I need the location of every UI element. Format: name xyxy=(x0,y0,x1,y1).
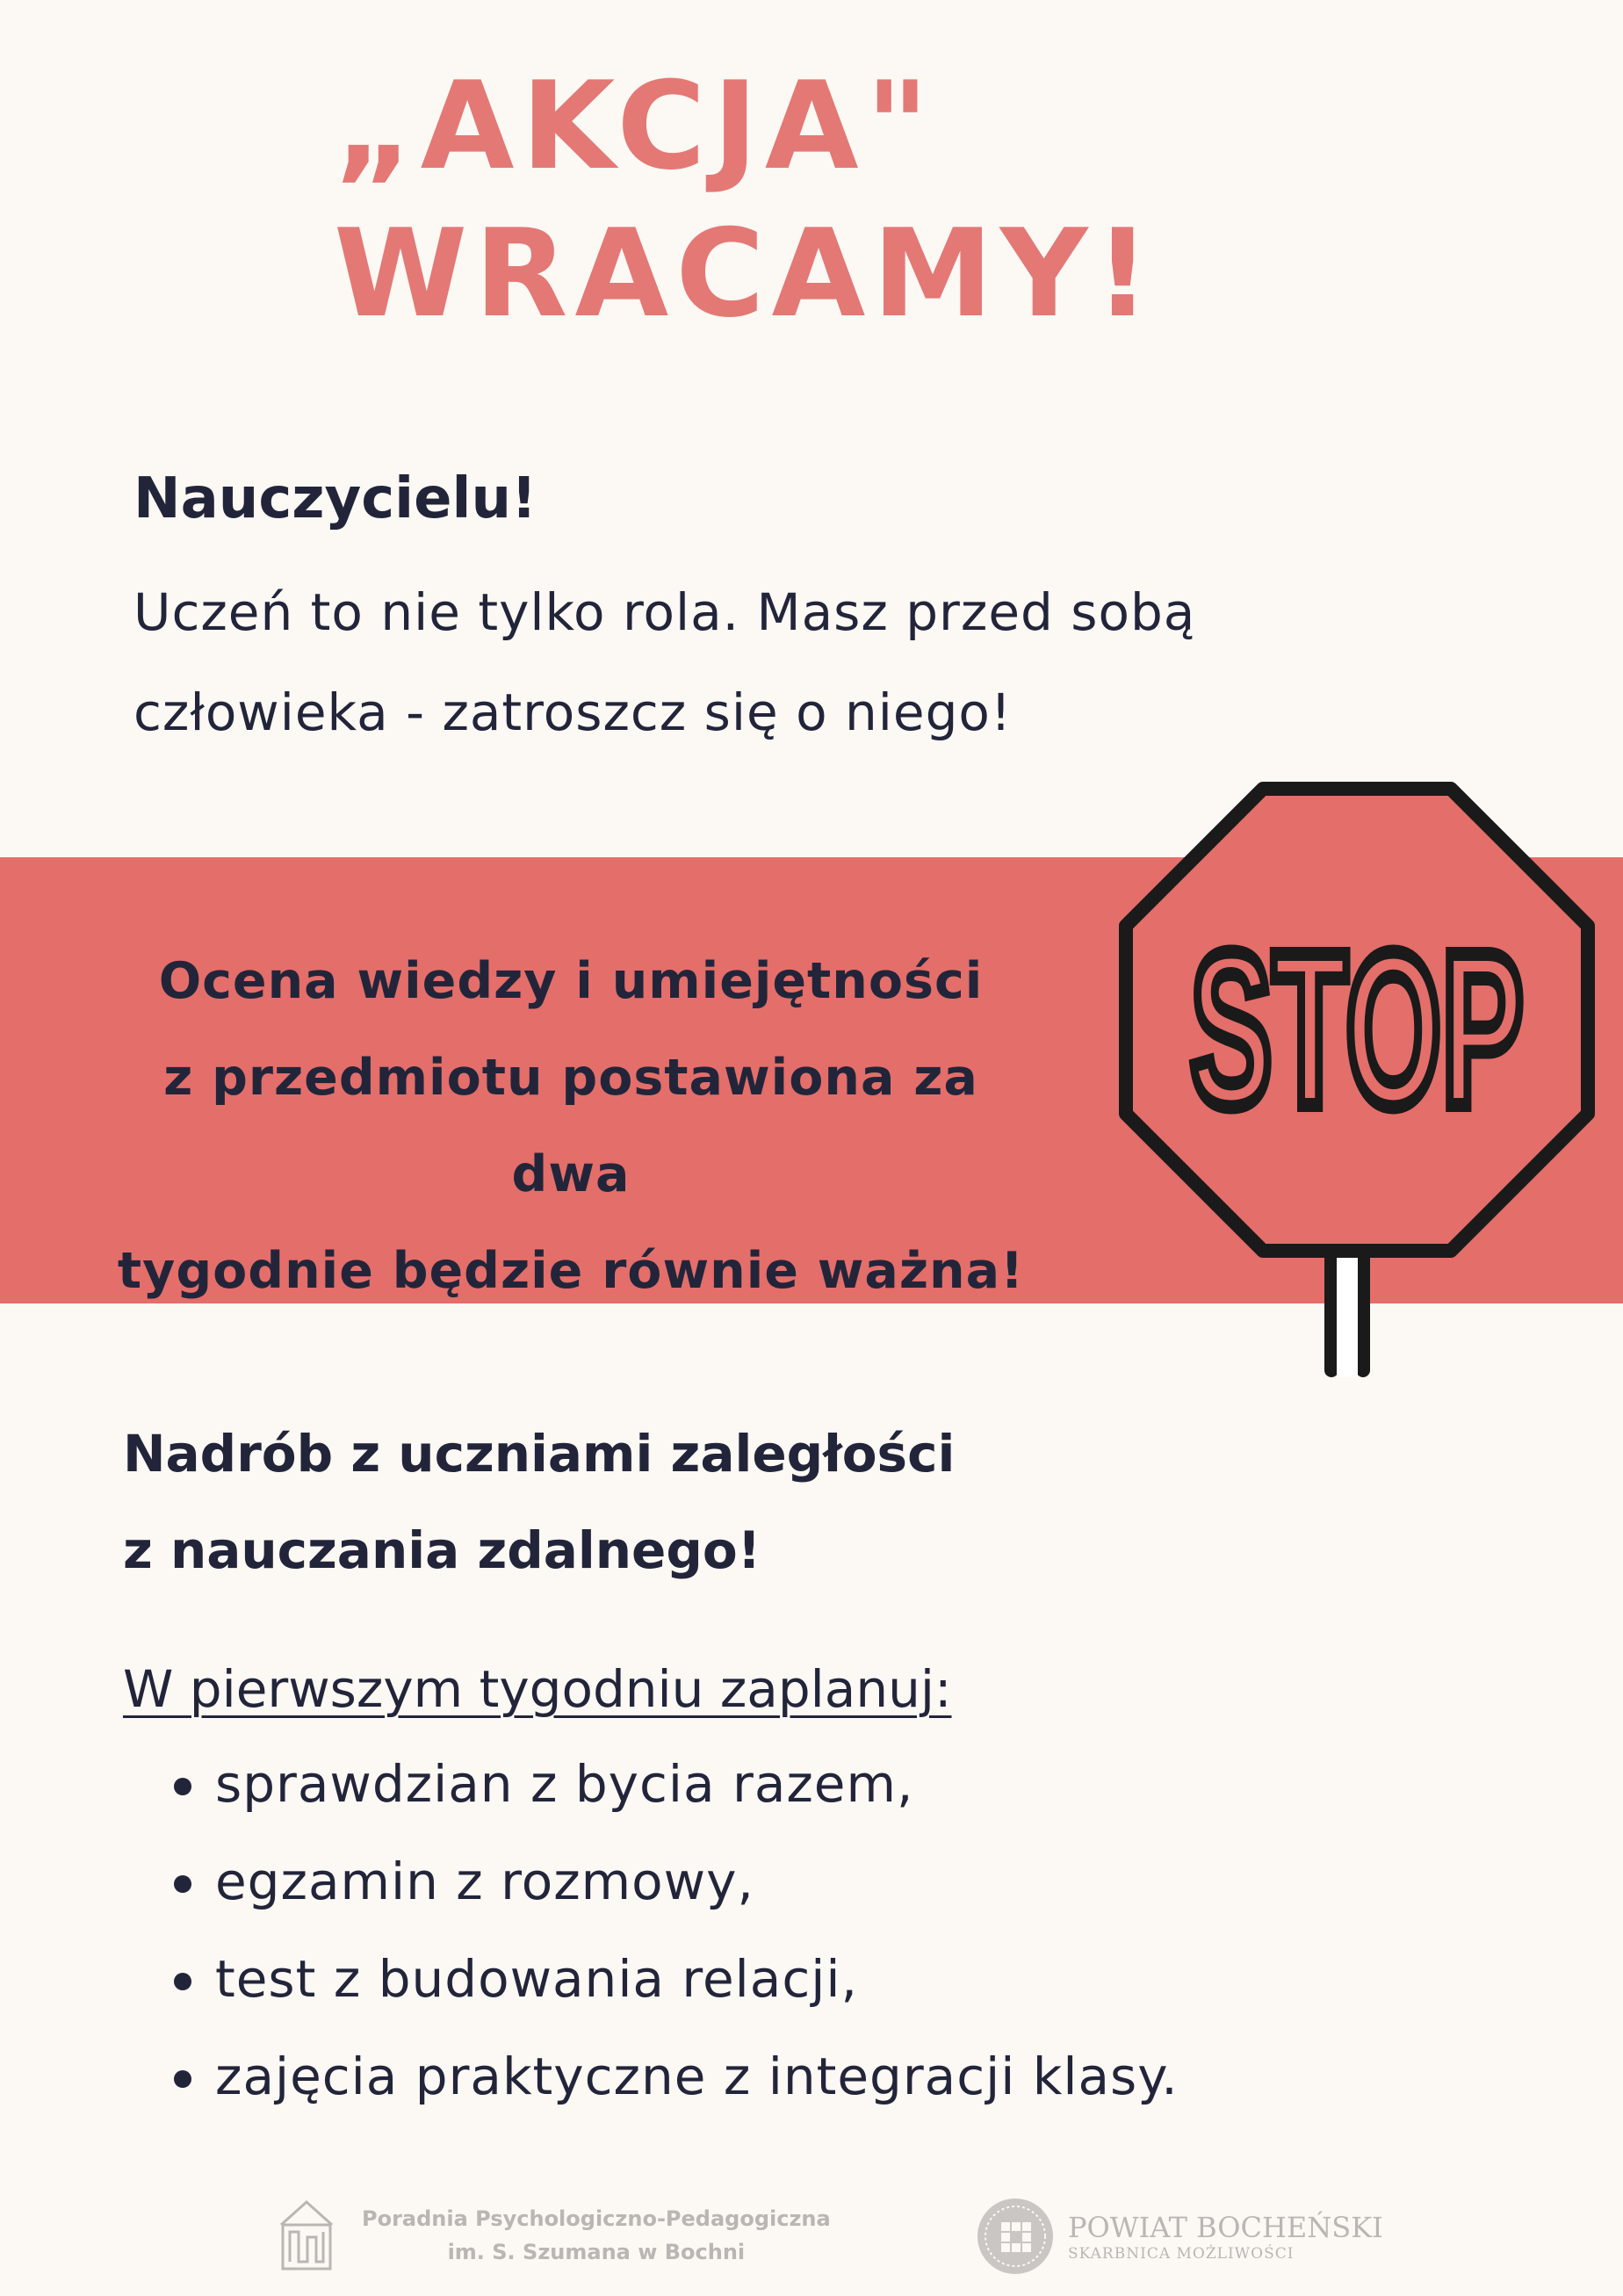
list-item xyxy=(123,1736,1179,1833)
title-line-1: „AKCJA" xyxy=(334,55,936,197)
section-heading-line-2: z nauczania zdalnego! xyxy=(123,1520,761,1580)
band-line-2: z przedmiotu postawiona za dwa xyxy=(163,1049,978,1203)
bullet-icon xyxy=(174,1778,191,1795)
bullet-icon xyxy=(174,1875,191,1893)
footer-org-name xyxy=(362,2202,831,2269)
section-heading xyxy=(123,1405,955,1599)
list-item-text: test z budowania relacji, xyxy=(215,1949,858,2009)
plan-list xyxy=(123,1736,1179,2126)
list-item-text: zajęcia praktyczne z integracji klasy. xyxy=(215,2047,1179,2106)
footer-left-logo xyxy=(278,2196,831,2275)
greeting: Nauczycielu! xyxy=(133,466,537,531)
list-item-text: egzamin z rozmowy, xyxy=(215,1852,754,1911)
list-item xyxy=(123,1833,1179,1931)
title-line-2: WRACAMY! xyxy=(334,203,1158,344)
intro-text: Uczeń to nie tylko rola. Masz przed sobą człowieka - zatroszcz się o niego! xyxy=(133,582,1196,742)
page-title xyxy=(334,53,1158,348)
band-text xyxy=(105,933,1036,1319)
stop-sign-text: STOP xyxy=(1190,906,1524,1152)
band-line-3: tygodnie będzie równie ważna! xyxy=(117,1242,1025,1300)
list-item xyxy=(123,1931,1179,2028)
list-item-text: sprawdzian z bycia razem, xyxy=(215,1754,914,1814)
section-heading-line-1: Nadrób z uczniami zaległości xyxy=(123,1424,956,1484)
list-item xyxy=(123,2028,1179,2126)
bullet-icon xyxy=(174,2070,191,2088)
stop-sign-icon xyxy=(1114,780,1600,1386)
house-maze-icon xyxy=(278,2199,335,2272)
footer-org-line-1: Poradnia Psychologiczno-Pedagogiczna xyxy=(362,2206,831,2231)
footer-right-text xyxy=(1068,2210,1383,2263)
bullet-icon xyxy=(174,1973,191,1990)
band-line-1: Ocena wiedzy i umiejętności xyxy=(158,952,984,1010)
footer-county-motto: SKARBNICA MOŻLIWOŚCI xyxy=(1068,2245,1295,2263)
seal-icon xyxy=(975,2196,1056,2277)
footer-right-logo xyxy=(975,2194,1383,2278)
footer-org-line-2: im. S. Szumana w Bochni xyxy=(447,2240,746,2264)
footer-county-name: POWIAT BOCHEŃSKI xyxy=(1068,2211,1383,2244)
plan-label: W pierwszym tygodniu zaplanuj: xyxy=(123,1659,952,1719)
